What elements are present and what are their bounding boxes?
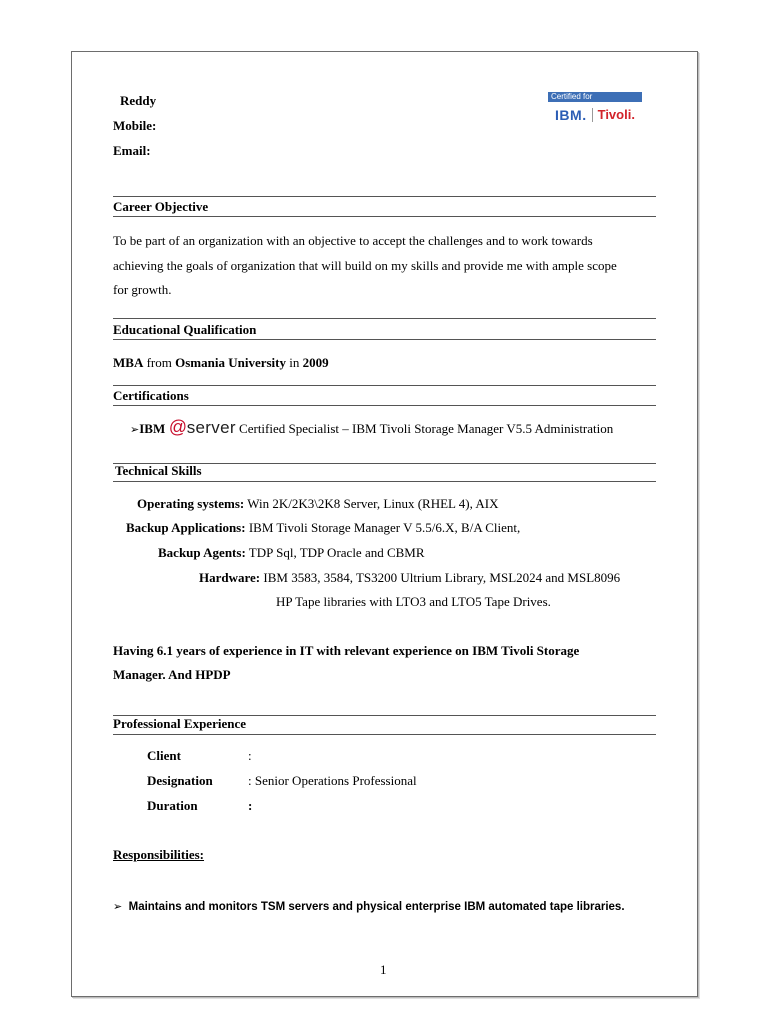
backup-agents-value: TDP Sql, TDP Oracle and CBMR xyxy=(245,545,425,560)
responsibilities-heading: Responsibilities: xyxy=(113,847,205,862)
section-rule-bottom xyxy=(113,339,656,340)
hardware-value-line-2: HP Tape libraries with LTO3 and LTO5 Tape Drives. xyxy=(276,594,551,609)
backup-apps-value: IBM Tivoli Storage Manager V 5.5/6.X, B/A Client, xyxy=(245,520,521,535)
section-rule-bottom xyxy=(113,481,656,482)
professional-experience-heading: Professional Experience xyxy=(113,716,246,731)
os-value: Win 2K/2K3\2K8 Server, Linux (RHEL 4), AIX xyxy=(244,496,499,511)
backup-agents-label: Backup Agents: xyxy=(158,545,246,560)
certifications-heading: Certifications xyxy=(113,388,189,403)
logo-separator xyxy=(592,108,593,122)
section-rule-top xyxy=(113,318,656,319)
objective-line-3: for growth. xyxy=(113,282,172,297)
logo-tivoli-text: Tivoli. xyxy=(597,107,635,122)
graduation-year: 2009 xyxy=(302,355,329,370)
education-from: from xyxy=(143,355,176,370)
mobile-label: Mobile: xyxy=(113,118,157,133)
section-rule-top xyxy=(113,196,656,197)
eserver-e-icon: @ xyxy=(168,417,187,437)
section-rule-bottom xyxy=(113,734,656,735)
client-label: Client xyxy=(147,748,181,763)
logo-ibm-text: IBM. xyxy=(555,106,587,123)
section-rule-top xyxy=(113,385,656,386)
university: Osmania University xyxy=(175,355,286,370)
career-objective-heading: Career Objective xyxy=(113,199,209,214)
education-entry xyxy=(113,355,329,371)
experience-summary-line-1: Having 6.1 years of experience in IT with relevant experience on IBM Tivoli Storage xyxy=(113,643,580,658)
client-value: : xyxy=(248,748,252,763)
education-heading: Educational Qualification xyxy=(113,322,257,337)
technical-skills-heading: Technical Skills xyxy=(115,463,202,478)
degree: MBA xyxy=(113,355,144,370)
hardware-label: Hardware: xyxy=(199,570,261,585)
career-objective-text xyxy=(113,229,658,303)
duration-label: Duration xyxy=(147,798,198,813)
skill-backup-apps xyxy=(126,520,520,536)
skill-hardware xyxy=(199,570,620,586)
responsibility-item xyxy=(113,900,625,913)
arrow-bullet-icon: ➢ xyxy=(113,900,123,913)
cert-text: Certified Specialist – IBM Tivoli Storage Manager V5.5 Administration xyxy=(235,421,614,436)
os-label: Operating systems: xyxy=(137,496,245,511)
ibm-tivoli-certified-logo xyxy=(548,92,642,127)
hardware-value: IBM 3583, 3584, TS3200 Ultrium Library, MSL2024 and MSL8096 xyxy=(260,570,621,585)
candidate-name: Reddy xyxy=(120,93,157,108)
designation-value: : Senior Operations Professional xyxy=(248,773,417,788)
arrow-bullet-icon: ➢ xyxy=(130,423,140,436)
email-label: Email: xyxy=(113,143,151,158)
experience-summary-line-2: Manager. And HPDP xyxy=(113,667,231,682)
responsibility-text: Maintains and monitors TSM servers and physical enterprise IBM automated tape libraries. xyxy=(128,901,625,913)
logo-caption: Certified for xyxy=(548,92,642,102)
objective-line-2: achieving the goals of organization that will build on my skills and provide me with ample scope xyxy=(113,257,617,273)
page-number: 1 xyxy=(380,962,387,977)
skill-backup-agents xyxy=(158,545,425,561)
duration-value: : xyxy=(248,798,253,813)
objective-line-1: To be part of an organization with an objective to accept the challenges and to work towards xyxy=(113,233,593,248)
logo-wordmark xyxy=(548,102,642,127)
backup-apps-label: Backup Applications: xyxy=(126,520,246,535)
section-rule-bottom xyxy=(113,405,656,406)
section-rule-bottom xyxy=(113,216,656,217)
eserver-text: server xyxy=(186,418,236,437)
designation-label: Designation xyxy=(147,773,213,788)
cert-ibm: IBM xyxy=(139,421,166,436)
certification-item xyxy=(130,417,613,438)
education-in: in xyxy=(286,355,303,370)
skill-os xyxy=(137,496,498,512)
